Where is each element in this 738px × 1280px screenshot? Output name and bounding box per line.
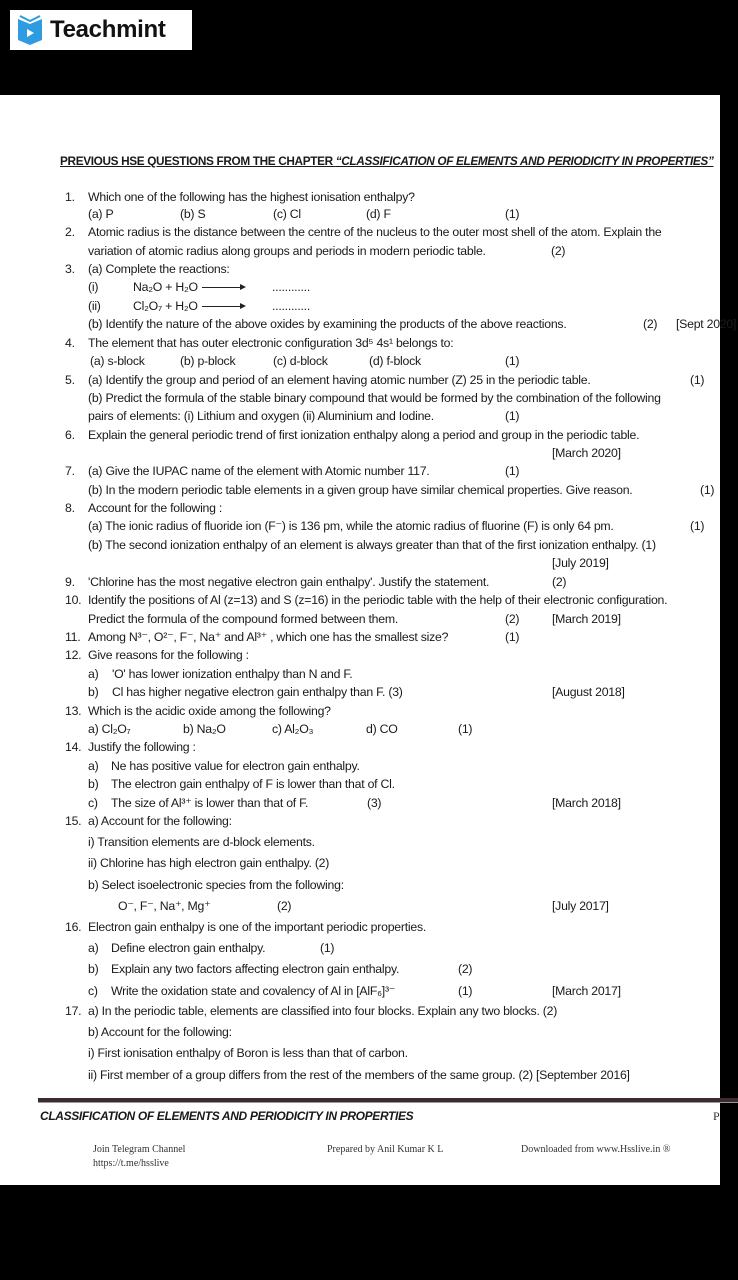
question-text: a) Account for the following: bbox=[88, 814, 232, 828]
marks: (2) bbox=[552, 575, 567, 589]
marks: (1) bbox=[458, 722, 473, 736]
logo-text: Teachmint bbox=[50, 16, 166, 43]
blank: ............ bbox=[272, 299, 310, 313]
question-number: 7. bbox=[65, 464, 75, 478]
prepared-by: Prepared by Anil Kumar K L bbox=[327, 1144, 444, 1155]
item-label: b) bbox=[88, 962, 99, 976]
option-c: (c) Cl bbox=[273, 207, 301, 221]
option-d: d) CO bbox=[366, 722, 398, 736]
question-text: Which is the acidic oxide among the following? bbox=[88, 704, 331, 718]
marks: (3) bbox=[367, 796, 382, 810]
option-a: a) Cl₂O₇ bbox=[88, 722, 131, 736]
question-text: Give reasons for the following : bbox=[88, 648, 249, 662]
option-c: c) Al₂O₃ bbox=[272, 722, 314, 736]
species-list: O⁻, F⁻, Na⁺, Mg⁺ bbox=[118, 899, 211, 913]
exam-date: [July 2019] bbox=[552, 556, 609, 570]
question-number: 17. bbox=[65, 1004, 82, 1018]
option-a: (a) P bbox=[88, 207, 114, 221]
question-text: Justify the following : bbox=[88, 740, 196, 754]
marks: (2) bbox=[643, 317, 658, 331]
question-text: Among N³⁻, O²⁻, F⁻, Na⁺ and Al³⁺ , which one has the smallest size? bbox=[88, 630, 449, 644]
question-text: The electron gain enthalpy of F is lower than that of Cl. bbox=[111, 777, 395, 791]
question-text: b) Select isoelectronic species from the following: bbox=[88, 878, 344, 892]
question-text: Predict the formula of the compound formed between them. bbox=[88, 612, 398, 626]
marks: (2) bbox=[458, 962, 473, 976]
teachmint-logo bbox=[10, 10, 192, 50]
question-text: b) Account for the following: bbox=[88, 1025, 232, 1039]
option-c: (c) d-block bbox=[273, 354, 328, 368]
exam-date: [March 2019] bbox=[552, 612, 621, 626]
question-text: i) First ionisation enthalpy of Boron is less than that of carbon. bbox=[88, 1046, 408, 1060]
question-text: (b) Predict the formula of the stable binary compound that would be formed by the combination of the following bbox=[88, 391, 661, 405]
marks: (1) bbox=[700, 483, 715, 497]
question-number: 2. bbox=[65, 225, 75, 239]
book-play-icon bbox=[16, 15, 44, 45]
footer-chapter-title: CLASSIFICATION OF ELEMENTS AND PERIODICITY IN PROPERTIES bbox=[40, 1109, 414, 1123]
question-text: i) Transition elements are d-block elements. bbox=[88, 835, 315, 849]
question-number: 8. bbox=[65, 501, 75, 515]
question-text: (a) Give the IUPAC name of the element with Atomic number 117. bbox=[88, 464, 430, 478]
marks: (1) bbox=[458, 984, 473, 998]
question-number: 13. bbox=[65, 704, 82, 718]
arrow-icon bbox=[202, 306, 244, 307]
exam-date: [March 2017] bbox=[552, 984, 621, 998]
exam-date: [July 2017] bbox=[552, 899, 609, 913]
item-label: c) bbox=[88, 796, 98, 810]
reaction-2: Cl₂O₇ + H₂O bbox=[133, 299, 248, 313]
marks: (1) bbox=[505, 354, 520, 368]
item-label: (i) bbox=[88, 280, 99, 294]
question-text: (b) The second ionization enthalpy of an element is always greater than that of the first ionization enthalpy. (1) bbox=[88, 538, 656, 552]
question-text: Which one of the following has the highest ionisation enthalpy? bbox=[88, 190, 415, 204]
option-b: (b) p-block bbox=[180, 354, 236, 368]
item-label: b) bbox=[88, 685, 99, 699]
question-text: Account for the following : bbox=[88, 501, 223, 515]
question-text: The element that has outer electronic configuration 3d⁵ 4s¹ belongs to: bbox=[88, 336, 454, 350]
option-b: b) Na₂O bbox=[183, 722, 226, 736]
question-number: 15. bbox=[65, 814, 82, 828]
question-text: Explain the general periodic trend of first ionization enthalpy along a period and group in the periodic table. bbox=[88, 428, 640, 442]
question-text: Cl has higher negative electron gain enthalpy than F. (3) bbox=[112, 685, 403, 699]
downloaded-from: Downloaded from www.Hsslive.in ® bbox=[521, 1144, 671, 1155]
option-d: (d) f-block bbox=[369, 354, 421, 368]
item-label: (ii) bbox=[88, 299, 101, 313]
question-text: Identify the positions of Al (z=13) and S (z=16) in the periodic table with the help of their electronic configuration. bbox=[88, 593, 668, 607]
question-number: 4. bbox=[65, 336, 75, 350]
blank: ............ bbox=[272, 280, 310, 294]
question-text: variation of atomic radius along groups and periods in modern periodic table. bbox=[88, 244, 486, 258]
item-label: a) bbox=[88, 667, 99, 681]
question-number: 6. bbox=[65, 428, 75, 442]
question-text: Explain any two factors affecting electron gain enthalpy. bbox=[111, 962, 400, 976]
item-label: a) bbox=[88, 759, 99, 773]
item-label: a) bbox=[88, 941, 99, 955]
document-title: PREVIOUS HSE QUESTIONS FROM THE CHAPTER “CLASSIFICATION OF ELEMENTS AND PERIODICITY IN PROPERTIES” bbox=[60, 154, 714, 168]
footer-page-label: P bbox=[713, 1109, 720, 1123]
question-text: 'Chlorine has the most negative electron gain enthalpy'. Justify the statement. bbox=[88, 575, 490, 589]
option-d: (d) F bbox=[366, 207, 391, 221]
telegram-link[interactable]: https://t.me/hsslive bbox=[93, 1158, 169, 1169]
question-number: 3. bbox=[65, 262, 75, 276]
marks: (1) bbox=[505, 409, 520, 423]
marks: (2) bbox=[551, 244, 566, 258]
question-text: (a) Complete the reactions: bbox=[88, 262, 230, 276]
top-bar bbox=[0, 0, 720, 95]
marks: (1) bbox=[690, 373, 705, 387]
question-number: 12. bbox=[65, 648, 82, 662]
question-number: 1. bbox=[65, 190, 75, 204]
question-text: pairs of elements: (i) Lithium and oxygen (ii) Aluminium and Iodine. bbox=[88, 409, 434, 423]
marks: (2) bbox=[505, 612, 520, 626]
exam-date: [Sept 2020] bbox=[676, 317, 737, 331]
question-number: 11. bbox=[65, 630, 81, 644]
item-label: c) bbox=[88, 984, 98, 998]
reaction-1: Na₂O + H₂O bbox=[133, 280, 248, 294]
question-text: a) In the periodic table, elements are classified into four blocks. Explain any two blocks. (2) bbox=[88, 1004, 558, 1018]
document-page bbox=[0, 95, 737, 1185]
question-number: 16. bbox=[65, 920, 82, 934]
question-text: (b) In the modern periodic table elements in a given group have similar chemical properties. Give reason. bbox=[88, 483, 633, 497]
question-number: 10. bbox=[65, 593, 82, 607]
item-label: b) bbox=[88, 777, 99, 791]
marks: (1) bbox=[505, 464, 520, 478]
option-b: (b) S bbox=[180, 207, 206, 221]
question-text: Write the oxidation state and covalency of Al in [AlF₆]³⁻ bbox=[111, 984, 396, 998]
question-text: Ne has positive value for electron gain enthalpy. bbox=[111, 759, 360, 773]
question-text: Atomic radius is the distance between the centre of the nucleus to the outer most shell of the atom. Explain the bbox=[88, 225, 662, 239]
exam-date: [August 2018] bbox=[552, 685, 625, 699]
footer-divider bbox=[38, 1098, 738, 1103]
question-text: ii) First member of a group differs from the rest of the members of the same group. (2) [September 2016] bbox=[88, 1068, 630, 1082]
marks: (1) bbox=[320, 941, 335, 955]
marks: (1) bbox=[505, 630, 520, 644]
exam-date: [March 2020] bbox=[552, 446, 621, 460]
marks: (1) bbox=[505, 207, 520, 221]
question-text: (a) The ionic radius of fluoride ion (F⁻) is 136 pm, while the atomic radius of fluorine (F) is only 64 pm. bbox=[88, 519, 614, 533]
option-a: (a) s-block bbox=[90, 354, 145, 368]
question-text: Electron gain enthalpy is one of the important periodic properties. bbox=[88, 920, 427, 934]
question-text: The size of Al³⁺ is lower than that of F. bbox=[111, 796, 309, 810]
question-text: ii) Chlorine has high electron gain enthalpy. (2) bbox=[88, 856, 330, 870]
question-number: 9. bbox=[65, 575, 75, 589]
question-text: (b) Identify the nature of the above oxides by examining the products of the above reactions. bbox=[88, 317, 567, 331]
question-text: (a) Identify the group and period of an element having atomic number (Z) 25 in the periodic table. bbox=[88, 373, 591, 387]
telegram-label: Join Telegram Channel bbox=[93, 1144, 186, 1155]
question-text: Define electron gain enthalpy. bbox=[111, 941, 266, 955]
marks: (2) bbox=[277, 899, 292, 913]
arrow-icon bbox=[202, 287, 244, 288]
question-number: 14. bbox=[65, 740, 82, 754]
question-number: 5. bbox=[65, 373, 75, 387]
marks: (1) bbox=[690, 519, 705, 533]
question-text: 'O' has lower ionization enthalpy than N and F. bbox=[112, 667, 353, 681]
exam-date: [March 2018] bbox=[552, 796, 621, 810]
